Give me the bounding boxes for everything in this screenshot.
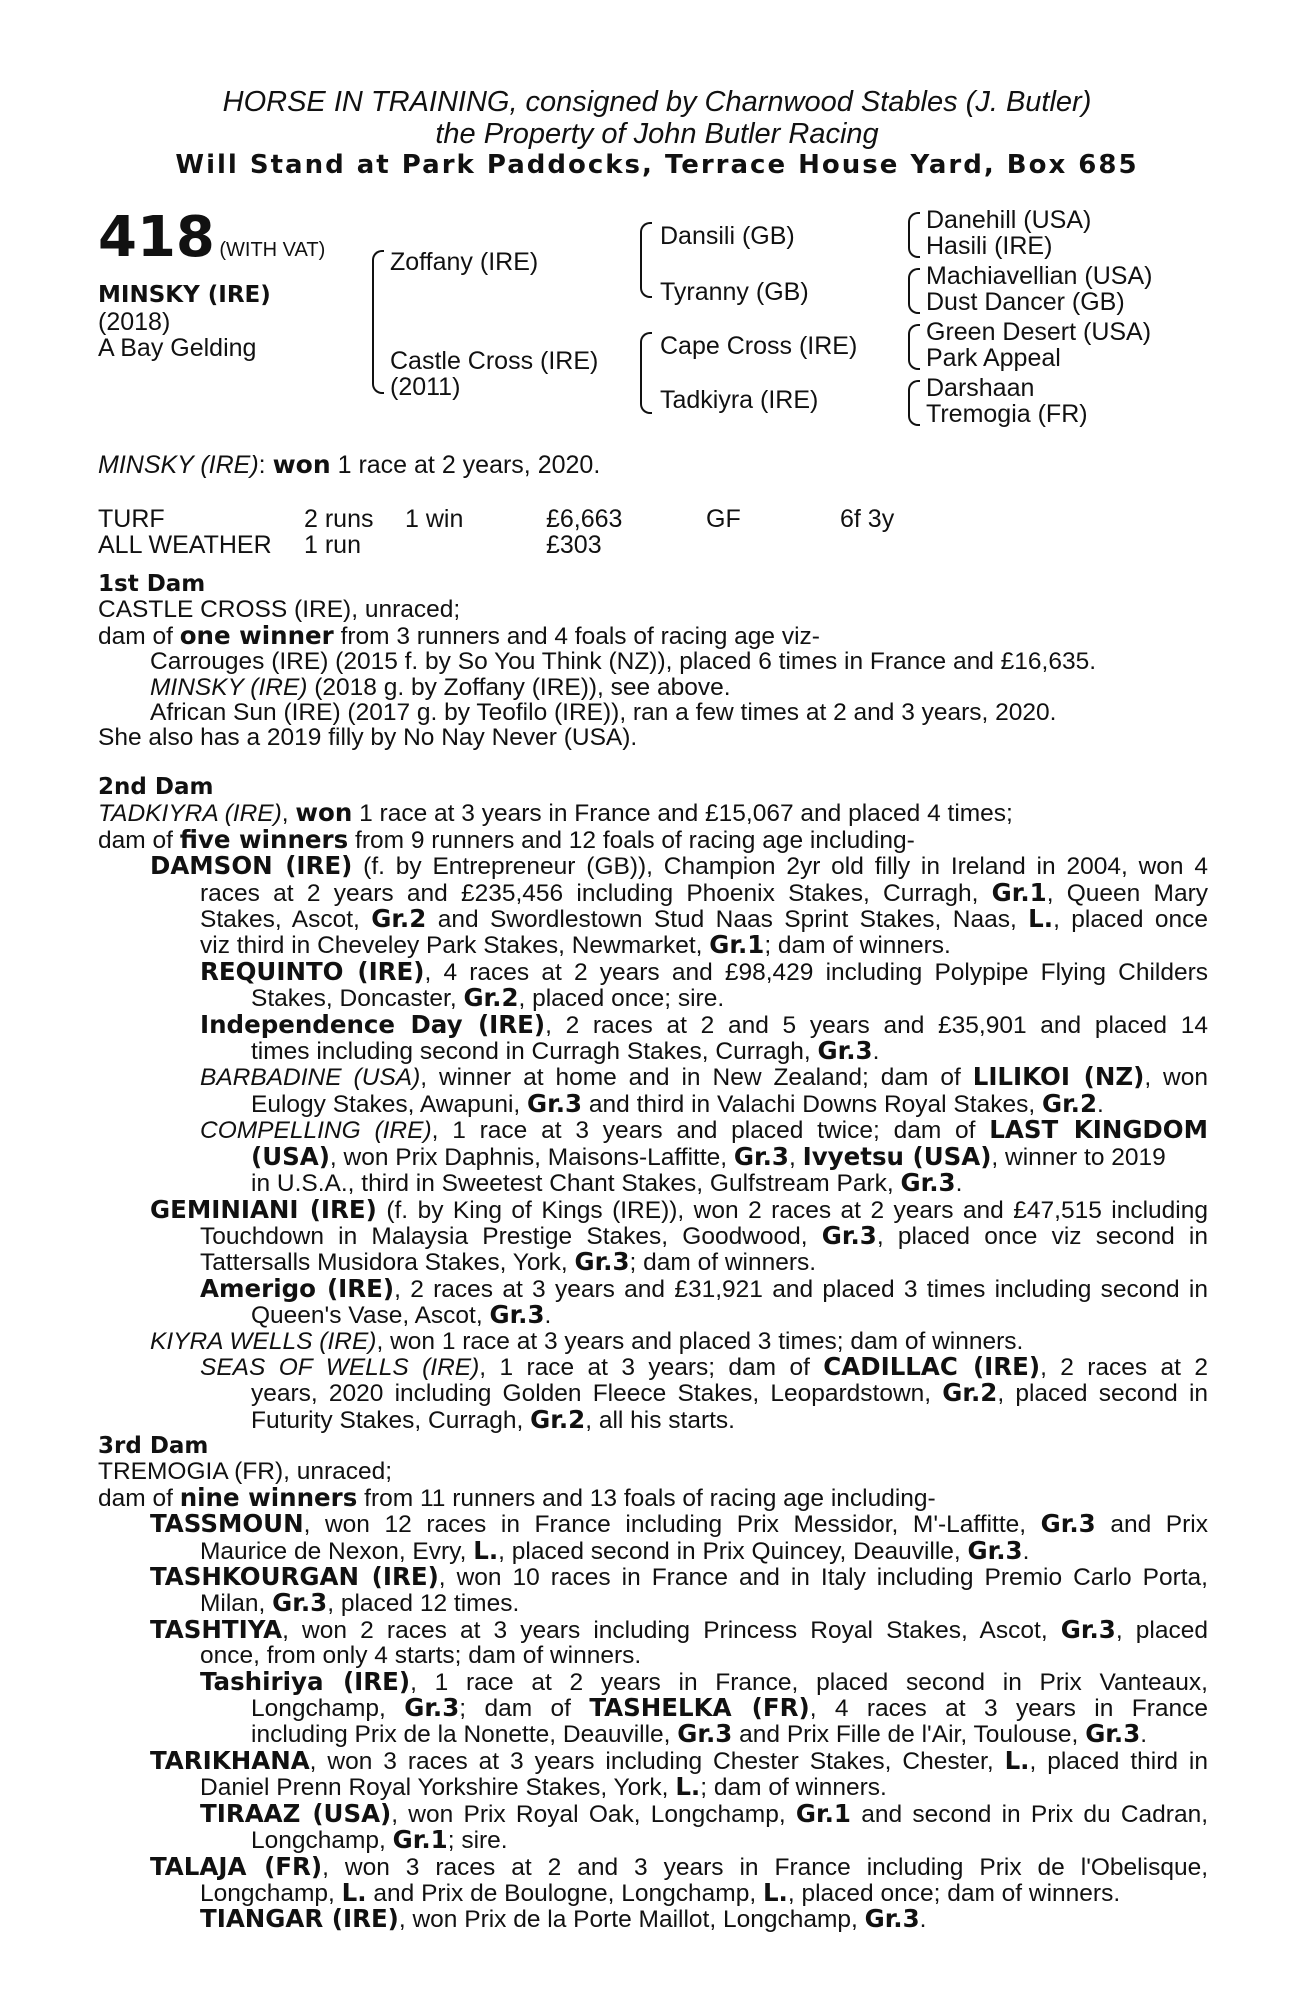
dam-sire: Cape Cross (IRE) [660,332,858,360]
dam-line: CASTLE CROSS (IRE), unraced; [98,596,461,624]
horse-name: MINSKY (IRE) [98,282,271,308]
sire-dam-sire: Machiavellian (USA) [926,262,1153,290]
produce-item: times including second in Curragh Stakes, Curragh, Gr.3. [251,1036,880,1066]
dam-line: TADKIYRA (IRE), won 1 race at 3 years in France and £15,067 and placed 4 times; [98,798,1013,828]
produce-item: Eulogy Stakes, Awapuni, Gr.3 and third in Valachi Downs Royal Stakes, Gr.2. [251,1088,1104,1118]
dam-dam: Tadkiyra (IRE) [660,386,819,414]
sire-dam: Tyranny (GB) [660,278,809,306]
sire-sire-sire: Danehill (USA) [926,206,1092,234]
vat-label: (WITH VAT) [219,239,326,261]
record-runs: 1 run [304,531,361,559]
produce-item: including Prix de la Nonette, Deauville, Gr.3 and Prix Fille de l'Air, Toulouse, Gr.3. [251,1719,1148,1749]
produce-summary: dam of five winners from 9 runners and 12 foals of racing age including- [98,824,915,854]
dam: Castle Cross (IRE) [390,347,599,375]
sire-sire: Dansili (GB) [660,222,795,250]
dam-brace [640,332,652,414]
produce-item: viz third in Cheveley Park Stakes, Newmarket, Gr.1; dam of winners. [200,930,951,960]
sire-sire-dam: Hasili (IRE) [926,232,1053,260]
dam-line: TREMOGIA (FR), unraced; [98,1458,393,1486]
produce-item: Longchamp, Gr.1; sire. [251,1825,508,1855]
foaling-year: (2018) [98,308,171,336]
produce-item: MINSKY (IRE) (2018 g. by Zoffany (IRE)), see above. [150,673,731,701]
produce-item: Amerigo (IRE), 2 races at 3 years and £31,921 and placed 3 times including second in [200,1273,1208,1303]
produce-item: Independence Day (IRE), 2 races at 2 and 5 years and £35,901 and placed 14 [200,1009,1208,1039]
produce-item: TIANGAR (IRE), won Prix de la Porte Maillot, Longchamp, Gr.3. [200,1904,927,1934]
sire-dam-dam: Dust Dancer (GB) [926,288,1125,316]
produce-item: KIYRA WELLS (IRE), won 1 race at 3 years and placed 3 times; dam of winners. [150,1327,1024,1355]
section-heading: 3rd Dam [98,1433,209,1459]
record-surface: TURF [98,505,165,533]
record-wins: 1 win [405,505,464,533]
produce-note: She also has a 2019 filly by No Nay Never (USA). [98,724,638,752]
produce-item: races at 2 years and £235,456 including Phoenix Stakes, Curragh, Gr.1, Queen Mary [200,877,1208,907]
produce-item: Futurity Stakes, Curragh, Gr.2, all his starts. [251,1404,735,1434]
produce-item: DAMSON (IRE) (f. by Entrepreneur (GB)), Champion 2yr old filly in Ireland in 2004, won 4 [150,851,1208,881]
dam-sire-sire: Green Desert (USA) [926,318,1152,346]
dam-dam-dam: Tremogia (FR) [926,400,1088,428]
record-surface: ALL WEATHER [98,531,272,559]
produce-summary: dam of nine winners from 11 runners and 13 foals of racing age including- [98,1482,936,1512]
produce-item: African Sun (IRE) (2017 g. by Teofilo (IRE)), ran a few times at 2 and 3 years, 2020. [150,699,1057,727]
ds-brace [908,324,920,370]
section-heading: 2nd Dam [98,774,214,800]
produce-item: years, 2020 including Golden Fleece Stakes, Leopardstown, Gr.2, placed second in [251,1378,1209,1408]
produce-item: BARBADINE (USA), winner at home and in New Zealand; dam of LILIKOI (NZ), won [200,1062,1209,1092]
location-line: Will Stand at Park Paddocks, Terrace House Yard, Box 685 [175,150,1139,180]
horse-description: A Bay Gelding [98,334,257,362]
produce-item: Maurice de Nexon, Evry, L., placed second in Prix Quincey, Deauville, Gr.3. [200,1535,1030,1565]
dam-sire-dam: Park Appeal [926,344,1061,372]
dam-dam-sire: Darshaan [926,374,1035,402]
dd-brace [908,380,920,426]
produce-item: REQUINTO (IRE), 4 races at 2 years and £98,429 including Polypipe Flying Childers [200,956,1208,986]
produce-item: Carrouges (IRE) (2015 f. by So You Think (NZ)), placed 6 times in France and £16,635. [150,648,1097,676]
ss-brace [908,212,920,258]
dam-year: (2011) [390,373,461,401]
produce-item: TASHTIYA, won 2 races at 3 years including Princess Royal Stakes, Ascot, Gr.3, placed [150,1614,1209,1644]
record-going: GF [706,505,741,533]
produce-summary: dam of one winner from 3 runners and 4 foals of racing age viz- [98,620,820,650]
record-distance: 6f 3y [840,505,895,533]
record-prize: £303 [546,531,602,559]
produce-item: (USA), won Prix Daphnis, Maisons-Laffitte, Gr.3, Ivyetsu (USA), winner to 2019 [251,1141,1166,1171]
produce-item: TIRAAZ (USA), won Prix Royal Oak, Longchamp, Gr.1 and second in Prix du Cadran, [200,1798,1208,1828]
produce-item: in U.S.A., third in Sweetest Chant Stakes, Gulfstream Park, Gr.3. [251,1168,963,1198]
record-prize: £6,663 [546,505,623,533]
produce-item: Stakes, Ascot, Gr.2 and Swordlestown Stud Naas Sprint Stakes, Naas, L., placed once [200,904,1208,934]
second-dam-section [98,775,1208,1433]
produce-item: Touchdown in Malaysia Prestige Stakes, Goodwood, Gr.3, placed once viz second in [200,1220,1208,1250]
first-dam-section [98,572,1208,751]
race-summary: MINSKY (IRE): won 1 race at 2 years, 2020. [98,450,601,479]
lot-number: 418 [98,205,215,270]
produce-item: Longchamp, L. and Prix de Boulogne, Longchamp, L., placed once; dam of winners. [200,1877,1121,1907]
third-dam-section [98,1434,1208,1933]
produce-item: Daniel Prenn Royal Yorkshire Stakes, York, L.; dam of winners. [200,1772,887,1802]
record-runs: 2 runs [304,505,374,533]
produce-item: GEMINIANI (IRE) (f. by King of Kings (IRE)), won 2 races at 2 years and £47,515 including [150,1194,1209,1224]
produce-item: TASSMOUN, won 12 races in France including Prix Messidor, M'-Laffitte, Gr.3 and Prix [150,1509,1208,1539]
sd-brace [908,268,920,314]
produce-item: Milan, Gr.3, placed 12 times. [200,1588,520,1618]
produce-item: Stakes, Doncaster, Gr.2, placed once; sire. [251,983,725,1013]
produce-item: TASHKOURGAN (IRE), won 10 races in France and in Italy including Premio Carlo Porta, [150,1562,1208,1592]
consignor-line: HORSE IN TRAINING, consigned by Charnwood Stables (J. Butler) [222,86,1092,118]
produce-item: Tashiriya (IRE), 1 race at 2 years in France, placed second in Prix Vanteaux, [200,1666,1208,1696]
produce-item: COMPELLING (IRE), 1 race at 3 years and placed twice; dam of LAST KINGDOM [200,1115,1208,1145]
lot-number-row [98,205,325,270]
produce-item: Queen's Vase, Ascot, Gr.3. [251,1300,552,1330]
sire: Zoffany (IRE) [390,248,539,276]
sire-brace [640,222,652,298]
produce-item: Longchamp, Gr.3; dam of TASHELKA (FR), 4 races at 3 years in France [251,1693,1209,1723]
pedigree-brace [372,250,384,394]
produce-item: TALAJA (FR), won 3 races at 2 and 3 years in France including Prix de l'Obelisque, [150,1851,1209,1881]
produce-item: once, from only 4 starts; dam of winners. [200,1642,642,1670]
produce-item: Tattersalls Musidora Stakes, York, Gr.3; dam of winners. [200,1247,817,1277]
produce-item: SEAS OF WELLS (IRE), 1 race at 3 years; dam of CADILLAC (IRE), 2 races at 2 [200,1351,1208,1381]
property-line: the Property of John Butler Racing [435,118,879,150]
section-heading: 1st Dam [98,571,206,597]
produce-item: TARIKHANA, won 3 races at 3 years including Chester Stakes, Chester, L., placed third in [150,1745,1208,1775]
